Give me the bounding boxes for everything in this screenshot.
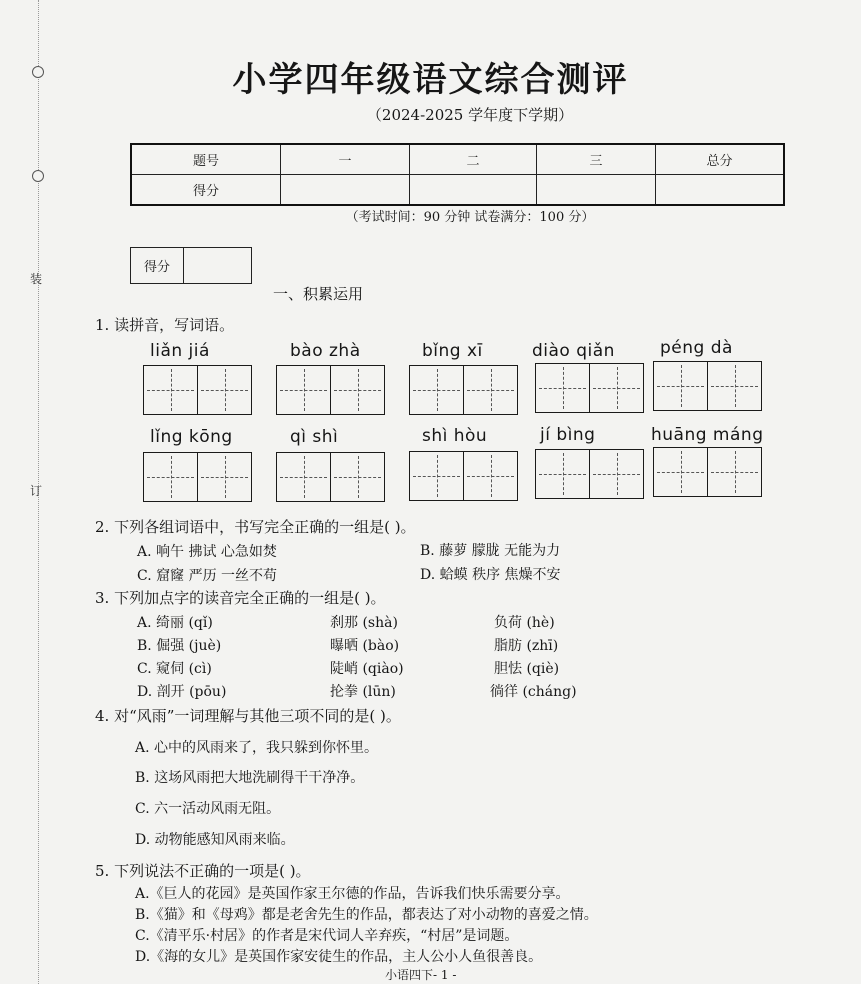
question-1-stem: 1. 读拼音，写词语。 xyxy=(95,316,235,334)
tianzige-answer-box[interactable] xyxy=(653,361,762,411)
margin-char-ding: 订 xyxy=(30,484,43,498)
pinyin-label: bǐng xī xyxy=(422,341,483,361)
question-5-stem: 5. 下列说法不正确的一项是( )。 xyxy=(95,862,311,880)
score-table-cell: 三 xyxy=(537,144,656,175)
score-table-cell: 总分 xyxy=(656,144,785,175)
question-5-option-a: A.《巨人的花园》是英国作家王尔德的作品，告诉我们快乐需要分享。 xyxy=(135,886,570,902)
page-footer: 小语四下- 1 - xyxy=(385,968,457,982)
pinyin-label: bào zhà xyxy=(290,341,361,361)
page-title: 小学四年级语文综合测评 xyxy=(232,60,629,100)
score-table-cell xyxy=(537,175,656,206)
pinyin-label: jí bìng xyxy=(540,425,596,445)
question-4-option-b: B. 这场风雨把大地洗刷得干干净净。 xyxy=(135,770,365,786)
section-title: 一、积累运用 xyxy=(273,285,364,303)
question-3-option-a2: 刹那 (shà) xyxy=(330,615,398,631)
question-3-option-c2: 陡峭 (qiào) xyxy=(330,661,404,677)
question-2-option-a: A. 响午 拂试 心急如焚 xyxy=(137,544,277,560)
tianzige-answer-box[interactable] xyxy=(143,365,252,415)
question-3-option-b3: 脂肪 (zhī) xyxy=(494,638,559,654)
pinyin-label: diào qiǎn xyxy=(532,341,615,361)
question-4-stem: 4. 对“风雨”一词理解与其他三项不同的是( )。 xyxy=(95,707,401,725)
tianzige-answer-box[interactable] xyxy=(276,452,385,502)
score-table-cell: 二 xyxy=(410,144,537,175)
question-5-option-c: C.《清平乐·村居》的作者是宋代词人辛弃疾，“村居”是词题。 xyxy=(135,928,519,944)
tianzige-answer-box[interactable] xyxy=(143,452,252,502)
tianzige-answer-box[interactable] xyxy=(276,365,385,415)
pinyin-label: qì shì xyxy=(290,427,339,447)
pinyin-label: lǐng kōng xyxy=(150,427,233,447)
score-table-cell: 一 xyxy=(281,144,410,175)
tianzige-answer-box[interactable] xyxy=(409,451,518,501)
section-score-box xyxy=(130,247,252,284)
question-2-stem: 2. 下列各组词语中，书写完全正确的一组是( )。 xyxy=(95,518,416,536)
question-3-option-c3: 胆怯 (qiè) xyxy=(494,661,560,677)
margin-char-zhuang: 装 xyxy=(30,272,43,286)
question-3-option-c: C. 窥伺 (cì) xyxy=(137,661,212,677)
tianzige-answer-box[interactable] xyxy=(535,449,644,499)
score-table-score-row xyxy=(131,175,784,206)
score-box-label: 得分 xyxy=(131,248,184,283)
tianzige-answer-box[interactable] xyxy=(409,365,518,415)
question-2-option-d: D. 蛤蟆 秩序 焦燥不安 xyxy=(420,567,561,583)
tianzige-answer-box[interactable] xyxy=(535,363,644,413)
score-table-cell xyxy=(656,175,785,206)
score-table-cell xyxy=(281,175,410,206)
pinyin-label: huāng máng xyxy=(651,425,764,445)
exam-info: （考试时间：90 分钟 试卷满分：100 分） xyxy=(345,210,595,225)
tianzige-answer-box[interactable] xyxy=(653,447,762,497)
score-table-cell: 题号 xyxy=(131,144,281,175)
question-5-option-b: B.《猫》和《母鸡》都是老舍先生的作品，都表达了对小动物的喜爱之情。 xyxy=(135,907,598,923)
pinyin-label: shì hòu xyxy=(422,426,488,446)
pinyin-label: liǎn jiá xyxy=(150,341,210,361)
question-2-option-b: B. 藤萝 朦胧 无能为力 xyxy=(420,543,561,559)
pinyin-label: péng dà xyxy=(660,338,733,358)
question-4-option-c: C. 六一活动风雨无阻。 xyxy=(135,801,281,817)
question-3-option-d2: 抡拳 (lūn) xyxy=(330,684,396,700)
question-3-option-b: B. 倔强 (juè) xyxy=(137,638,222,654)
score-table-cell: 得分 xyxy=(131,175,281,206)
question-3-option-a: A. 绮丽 (qǐ) xyxy=(137,615,213,631)
question-3-option-d: D. 剖开 (pōu) xyxy=(137,684,227,700)
question-3-option-b2: 曝晒 (bào) xyxy=(330,638,400,654)
question-2-option-c: C. 窟窿 严历 一丝不苟 xyxy=(137,568,278,584)
question-4-option-d: D. 动物能感知风雨来临。 xyxy=(135,832,295,848)
page-subtitle: （2024-2025 学年度下学期） xyxy=(366,106,574,124)
question-5-option-d: D.《海的女儿》是英国作家安徒生的作品，主人公小人鱼很善良。 xyxy=(135,949,543,965)
binding-hole xyxy=(32,170,44,182)
question-3-stem: 3. 下列加点字的读音完全正确的一组是( )。 xyxy=(95,589,386,607)
question-4-option-a: A. 心中的风雨来了，我只躲到你怀里。 xyxy=(135,740,379,756)
score-table-header-row xyxy=(131,144,784,175)
question-3-option-a3: 负荷 (hè) xyxy=(494,615,555,631)
question-3-option-d3: 徜徉 (cháng) xyxy=(490,684,577,700)
score-table xyxy=(130,143,785,206)
score-table-cell xyxy=(410,175,537,206)
